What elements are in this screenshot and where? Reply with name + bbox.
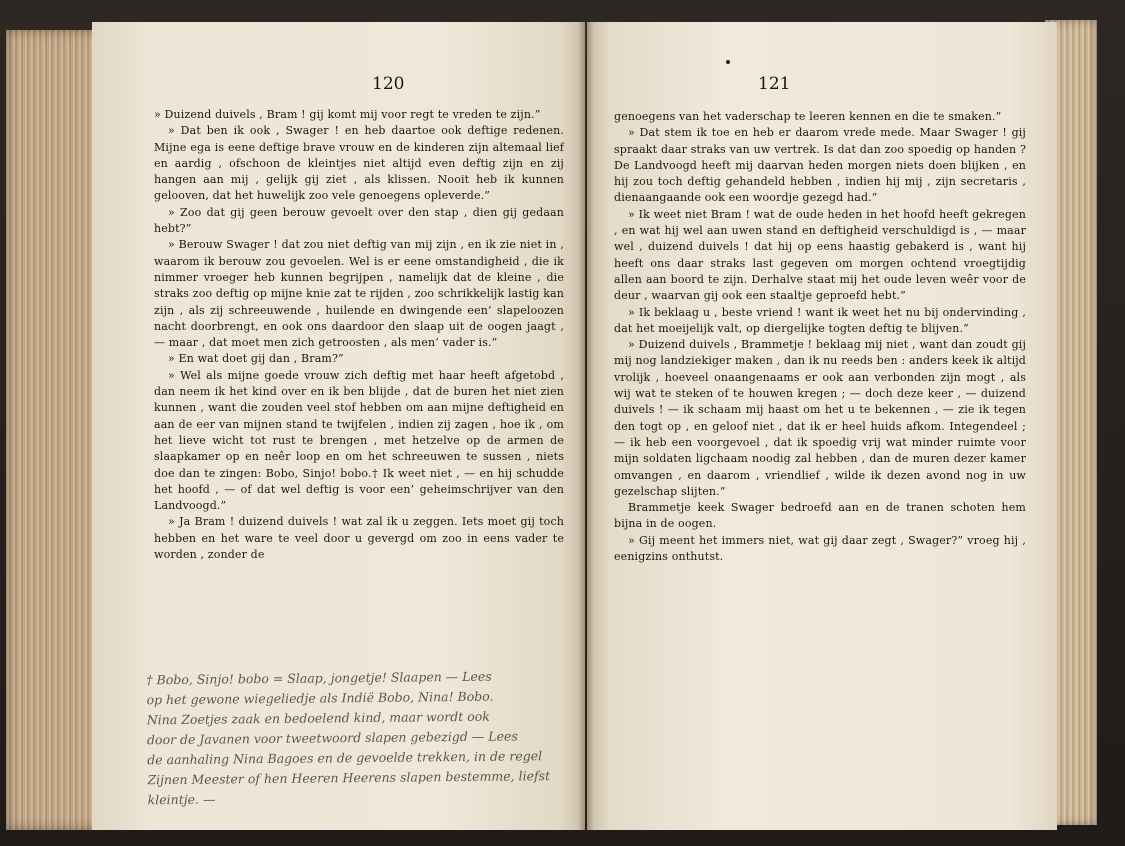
paragraph: genoegens van het vaderschap te leeren kennen en die te smaken.”: [614, 110, 1002, 123]
paragraph: » Dat stem ik toe en heb er daarom vrede mede. Maar Swager ! gij spraakt daar straks van uw vertrek. Is dat dan zoo spoedig op handen ? De Landvoogd heeft mij daarvan heden morgen niets doen blijken , en hij zou toch deftig gehandeld hebben , indien hij mij , zijn secretaris , dienaangaande ook een woordje gezegd had.”: [614, 126, 1026, 205]
paragraph: » Wel als mijne goede vrouw zich deftig met haar heeft afgetobd , dan neem ik het kind over en ik ben blijde , dat de buren het niet zien kunnen , want die zouden veel stof hebben om aan mijne deftigheid en aan de eer van mijnen stand te twijfelen , indien zij zagen , hoe ik , om het lieve wicht tot rust te brengen , met hetzelve op de armen de slaapkamer op en neêr loop en om het schreeuwen te sussen , niets doe dan te zingen: Bobo, Sinjo! bobo.† Ik weet niet , — en hij schudde het hoofd , — of dat wel deftig is voor een’ geheimschrijver van den Landvoogd.”: [154, 368, 564, 513]
handwritten-line: op het gewone wiegeliedje als Indië Bobo, Nina! Bobo.: [146, 688, 494, 708]
handwritten-line: kleintje. —: [147, 791, 216, 808]
paragraph: » Ja Bram ! duizend duivels ! wat zal ik u zeggen. Iets moet gij toch hebben en het ware te veel door u gevergd om zoo in eens vader te worden , zonder de: [154, 515, 564, 562]
right-page: [587, 22, 1057, 830]
paragraph: » En wat doet gij dan , Bram?”: [168, 352, 344, 366]
paragraph: » Gij meent het immers niet, wat gij daar zegt , Swager?” vroeg hij , eenigzins onthutst.: [614, 533, 1026, 564]
paragraph: » Ik weet niet Bram ! wat de oude heden in het hoofd heeft gekregen , en wat hij wel aan uwen stand en deftigheid verschuldigd is , — maar wel , duizend duivels ! dat hij op eens haastig gebakerd is , want hij heeft ons daar straks last gegeven om morgen ochtend vroegtijdig allen aan boord te zijn. Derhalve staat mij het oude leven weêr voor de deur , waarvan gij ook een staaltje geproefd hebt.”: [614, 207, 1026, 303]
ink-dot: [726, 60, 730, 64]
paragraph: » Ik beklaag u , beste vriend ! want ik weet het nu bij ondervinding , dat het moeijelijk valt, op diergelijke togten deftig te blijven.”: [614, 305, 1026, 335]
handwritten-line: Nina Zoetjes zaak en bedoelend kind, maar wordt ook: [146, 708, 490, 728]
page-number: 120: [372, 74, 405, 94]
handwritten-line: de aanhaling Nina Bagoes en de gevoelde trekken, in de regel: [147, 748, 543, 768]
paragraph: » Zoo dat gij geen berouw gevoelt over den stap , dien gij gedaan hebt?”: [154, 205, 564, 236]
paragraph: » Duizend duivels , Brammetje ! beklaag mij niet , want dan zoudt gij mij nog landziekiger maken , dan ik nu reeds ben : anders keek ik altijd vrolijk , hoeveel onaangenaams er ook aan verbonden zijn mogt , als wij wat te steken of te houwen kregen ; — doch deze keer , — duizend duivels ! — ik schaam mij haast om het u te bekennen , — zie ik tegen den togt op , en geloof niet , dat ik er heel huids afkom. Integendeel ; — ik heb een voorgevoel , dat ik spoedig vrij wat minder ruimte voor mijn soldaten ligchaam noodig zal hebben , dan de muren dezer kamer omvangen , en daarom , vriendlief , wilde ik dezen avond nog in uw gezelschap slijten.”: [614, 338, 1026, 498]
paragraph: Brammetje keek Swager bedroefd aan en de tranen schoten hem bijna in de oogen.: [614, 501, 1026, 531]
book-gutter: [578, 22, 594, 830]
page-body: [154, 107, 564, 563]
paragraph: » Duizend duivels , Bram ! gij komt mij voor regt te vreden te zijn.”: [154, 108, 541, 121]
handwritten-line: door de Javanen voor tweetwoord slapen gebezigd — Lees: [146, 728, 518, 748]
page-number: 121: [758, 74, 791, 94]
handwritten-footnote: [146, 666, 587, 811]
paragraph: » Dat ben ik ook , Swager ! en heb daartoe ook deftige redenen. Mijne ega is eene deftige brave vrouw en de kinderen zijn altemaal lief en aardig , ofschoon de kleintjes niet altijd even deftig zijn en zij hangen aan mij , gelijk gij ziet , als klissen. Nooit heb ik kunnen gelooven, dat het huwelijk zoo vele genoegens opleverde.”: [154, 124, 564, 203]
handwritten-line: † Bobo, Sinjo! bobo = Slaap, jongetje! Slaapen — Lees: [146, 668, 492, 688]
handwritten-line: Zijnen Meester of hen Heeren Heerens slapen bestemme, liefst: [147, 768, 551, 788]
left-page: [92, 22, 585, 830]
paragraph: » Berouw Swager ! dat zou niet deftig van mij zijn , en ik zie niet in , waarom ik berouw zou gevoelen. Wel is er eene omstandigheid , die ik nimmer vroeger heb kunnen begrijpen , namelijk dat de kleine , die straks zoo deftig op mijne knie zat te rijden , zoo schrikkelijk lastig kan zijn , als zij schreeuwende , huilende en dwingende een’ slapeloozen nacht doorbrengt, en ook ons daardoor den slaap uit de oogen jaagt , — maar , dat moet men zich getroosten , als men’ vader is.”: [154, 238, 564, 350]
page-body: [614, 109, 1026, 565]
